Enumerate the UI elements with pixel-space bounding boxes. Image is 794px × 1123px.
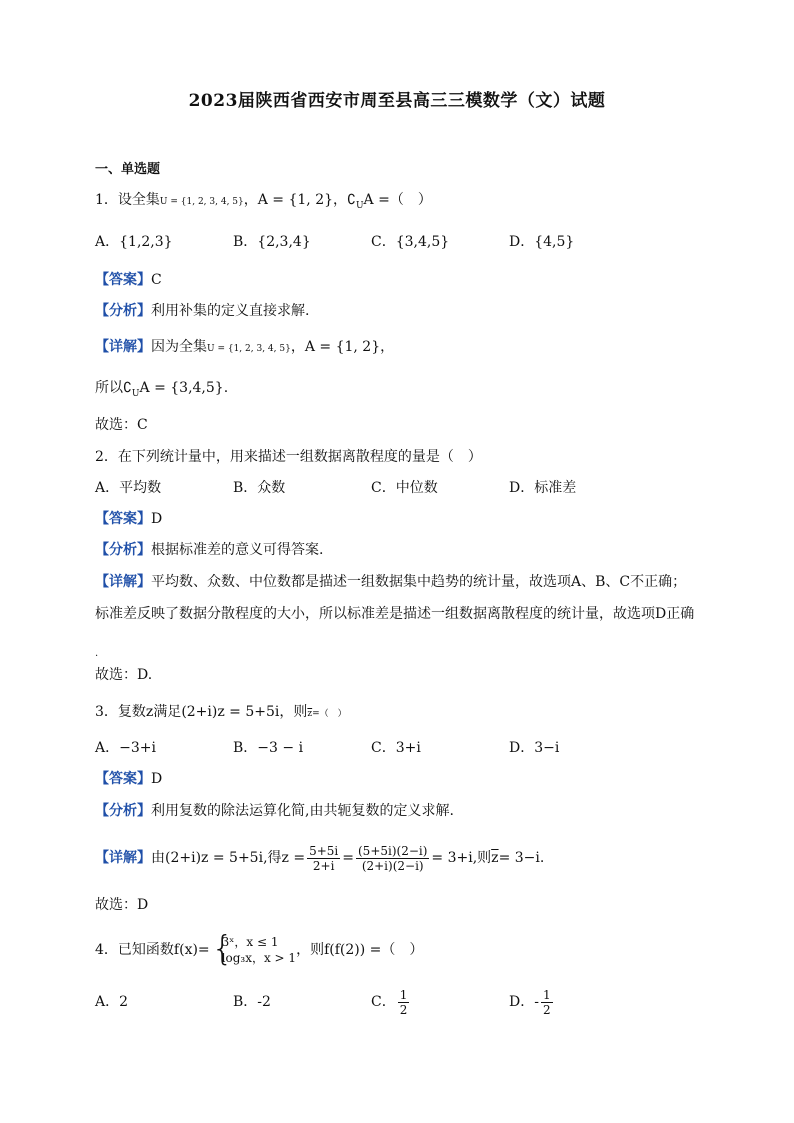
q1-universal-set: U = {1, 2, 3, 4, 5} xyxy=(159,197,244,207)
q4-option-c: C． $\frac{1}{2}$ xyxy=(371,987,408,1017)
q2-option-a: A．平均数 xyxy=(95,480,162,496)
q2-answer: 【答案】D xyxy=(95,511,163,527)
section-heading: 一、单选题 xyxy=(95,162,161,177)
q1-detail: 【详解】因为全集U = {1, 2, 3, 4, 5}，A = {1, 2}， xyxy=(95,339,395,355)
q4-piecewise: { 3ˣ，x ≤ 1 log₃x，x > 1 xyxy=(211,929,297,969)
question-4-stem: 4．已知函数f(x)= { 3ˣ，x ≤ 1 log₃x，x > 1 ，则f(f(2)) =（ ） xyxy=(95,929,424,969)
question-1-stem xyxy=(95,190,432,216)
q3-analysis: 【分析】利用复数的除法运算化简,由共轭复数的定义求解. xyxy=(95,803,454,819)
q3-option-c: C．3+i xyxy=(371,740,421,756)
q1-option-a: A．{1,2,3} xyxy=(95,234,173,250)
q1-detail-2: 所以$∁_UA = \{3,4,5\}$. xyxy=(95,380,229,399)
q1-answer: 【答案】C xyxy=(95,272,162,288)
q1-complement: $∁_UA$ =（ ） xyxy=(347,192,432,211)
q1-choose: 故选：C xyxy=(95,417,148,433)
q2-detail: 【详解】平均数、众数、中位数都是描述一组数据集中趋势的统计量，故选项A、B、C不正确； xyxy=(95,574,687,590)
q3-option-d: D．3−i xyxy=(509,740,560,756)
question-2-stem: 2．在下列统计量中，用来描述一组数据离散程度的量是（ ） xyxy=(95,449,482,465)
q2-analysis: 【分析】根据标准差的意义可得答案. xyxy=(95,542,324,558)
q3-option-b: B．−3 − i xyxy=(233,740,304,756)
q1-stem-text: 1．设全集 xyxy=(95,192,160,208)
q1-option-d: D．{4,5} xyxy=(509,234,575,250)
q1-set-a: A = {1, 2} xyxy=(257,192,334,208)
q4-option-a: A．2 xyxy=(95,994,129,1010)
q3-option-a: A．−3+i xyxy=(95,740,156,756)
q4-option-d: D．- $\frac{1}{2}$ xyxy=(509,987,551,1017)
page-title: 2023届陕西省西安市周至县高三三模数学（文）试题 xyxy=(188,91,606,111)
q4-option-b: B．-2 xyxy=(233,994,271,1010)
question-3-stem: 3．复数z满足(2+i)z = 5+5i，则$\overline{z}=$（ ） xyxy=(95,704,347,720)
q1-analysis: 【分析】利用补集的定义直接求解. xyxy=(95,303,310,319)
q1-option-b: B．{2,3,4} xyxy=(233,234,311,250)
q3-choose: 故选：D xyxy=(95,897,149,913)
q2-option-d: D．标准差 xyxy=(509,480,577,496)
q3-fraction-1: $\frac{5+5i}{2+i}$ xyxy=(309,843,339,873)
q2-detail-cont: 标准差反映了数据分散程度的大小，所以标准差是描述一组数据离散程度的统计量，故选项D正确 xyxy=(95,606,695,622)
q1-option-c: C．{3,4,5} xyxy=(371,234,450,250)
q1-sep: ， xyxy=(243,192,258,208)
q2-choose: 故选：D. xyxy=(95,667,153,683)
q1-sep2: ， xyxy=(333,192,348,208)
q3-detail: 【详解】由(2+i)z = 5+5i,得z = $\frac{5+5i}{2+i}$ = $\frac{(5+5i)(2-i)}{(2+i)(2-i)}$ = 3+i,则$\overline{z}= 3-i$. xyxy=(95,843,545,873)
q3-fraction-2: $\frac{(5+5i)(2-i)}{(2+i)(2-i)}$ xyxy=(358,843,428,873)
q2-option-c: C．中位数 xyxy=(371,480,438,496)
q2-detail-dot: . xyxy=(95,648,99,659)
q3-answer: 【答案】D xyxy=(95,771,163,787)
q2-option-b: B．众数 xyxy=(233,480,286,496)
